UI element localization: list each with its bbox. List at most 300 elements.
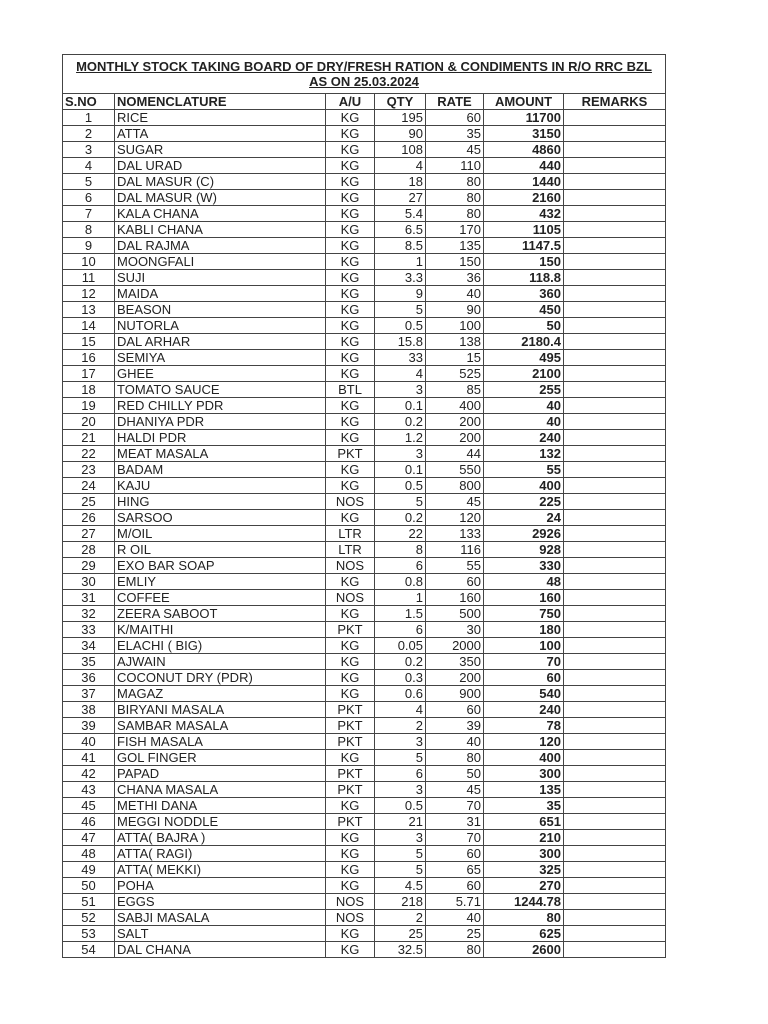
cell-amount: 651 bbox=[484, 814, 564, 830]
cell-amount: 450 bbox=[484, 302, 564, 318]
cell-remarks bbox=[564, 190, 666, 206]
cell-amount: 100 bbox=[484, 638, 564, 654]
cell-au: PKT bbox=[326, 622, 375, 638]
cell-remarks bbox=[564, 318, 666, 334]
table-row bbox=[63, 478, 666, 494]
cell-sno: 33 bbox=[63, 622, 115, 638]
cell-amount: 210 bbox=[484, 830, 564, 846]
cell-qty: 0.3 bbox=[375, 670, 426, 686]
table-row bbox=[63, 190, 666, 206]
cell-sno: 11 bbox=[63, 270, 115, 286]
cell-qty: 6 bbox=[375, 622, 426, 638]
table-row bbox=[63, 734, 666, 750]
cell-qty: 21 bbox=[375, 814, 426, 830]
cell-nomenclature: MAIDA bbox=[115, 286, 326, 302]
cell-rate: 85 bbox=[426, 382, 484, 398]
cell-au: NOS bbox=[326, 910, 375, 926]
cell-amount: 135 bbox=[484, 782, 564, 798]
table-row bbox=[63, 702, 666, 718]
cell-remarks bbox=[564, 910, 666, 926]
cell-nomenclature: ATTA( BAJRA ) bbox=[115, 830, 326, 846]
cell-sno: 34 bbox=[63, 638, 115, 654]
cell-sno: 53 bbox=[63, 926, 115, 942]
cell-qty: 5.4 bbox=[375, 206, 426, 222]
cell-nomenclature: SEMIYA bbox=[115, 350, 326, 366]
cell-qty: 8.5 bbox=[375, 238, 426, 254]
cell-rate: 80 bbox=[426, 206, 484, 222]
cell-nomenclature: ATTA( MEKKI) bbox=[115, 862, 326, 878]
cell-sno: 13 bbox=[63, 302, 115, 318]
table-row bbox=[63, 238, 666, 254]
cell-remarks bbox=[564, 542, 666, 558]
cell-amount: 35 bbox=[484, 798, 564, 814]
cell-amount: 11700 bbox=[484, 110, 564, 126]
cell-remarks bbox=[564, 926, 666, 942]
table-row bbox=[63, 270, 666, 286]
cell-au: KG bbox=[326, 206, 375, 222]
cell-qty: 1 bbox=[375, 590, 426, 606]
cell-amount: 4860 bbox=[484, 142, 564, 158]
cell-sno: 30 bbox=[63, 574, 115, 590]
table-row bbox=[63, 462, 666, 478]
cell-sno: 51 bbox=[63, 894, 115, 910]
cell-remarks bbox=[564, 574, 666, 590]
cell-nomenclature: RICE bbox=[115, 110, 326, 126]
cell-remarks bbox=[564, 286, 666, 302]
table-row bbox=[63, 814, 666, 830]
cell-qty: 218 bbox=[375, 894, 426, 910]
cell-rate: 39 bbox=[426, 718, 484, 734]
cell-nomenclature: SABJI MASALA bbox=[115, 910, 326, 926]
cell-rate: 80 bbox=[426, 942, 484, 958]
cell-nomenclature: DAL MASUR (W) bbox=[115, 190, 326, 206]
cell-remarks bbox=[564, 430, 666, 446]
cell-qty: 90 bbox=[375, 126, 426, 142]
cell-rate: 500 bbox=[426, 606, 484, 622]
cell-nomenclature: MEGGI NODDLE bbox=[115, 814, 326, 830]
cell-rate: 70 bbox=[426, 798, 484, 814]
cell-rate: 116 bbox=[426, 542, 484, 558]
table-row bbox=[63, 222, 666, 238]
cell-nomenclature: EGGS bbox=[115, 894, 326, 910]
cell-sno: 17 bbox=[63, 366, 115, 382]
cell-sno: 47 bbox=[63, 830, 115, 846]
cell-qty: 0.2 bbox=[375, 414, 426, 430]
table-row bbox=[63, 318, 666, 334]
cell-sno: 22 bbox=[63, 446, 115, 462]
cell-rate: 525 bbox=[426, 366, 484, 382]
cell-sno: 52 bbox=[63, 910, 115, 926]
cell-sno: 35 bbox=[63, 654, 115, 670]
cell-remarks bbox=[564, 398, 666, 414]
cell-rate: 133 bbox=[426, 526, 484, 542]
cell-remarks bbox=[564, 526, 666, 542]
cell-remarks bbox=[564, 382, 666, 398]
cell-sno: 42 bbox=[63, 766, 115, 782]
cell-sno: 1 bbox=[63, 110, 115, 126]
cell-sno: 21 bbox=[63, 430, 115, 446]
cell-amount: 2180.4 bbox=[484, 334, 564, 350]
cell-qty: 195 bbox=[375, 110, 426, 126]
cell-au: KG bbox=[326, 942, 375, 958]
cell-amount: 40 bbox=[484, 398, 564, 414]
cell-rate: 80 bbox=[426, 174, 484, 190]
cell-amount: 40 bbox=[484, 414, 564, 430]
cell-amount: 118.8 bbox=[484, 270, 564, 286]
table-row bbox=[63, 798, 666, 814]
table-row bbox=[63, 174, 666, 190]
cell-sno: 40 bbox=[63, 734, 115, 750]
cell-sno: 37 bbox=[63, 686, 115, 702]
cell-remarks bbox=[564, 270, 666, 286]
cell-remarks bbox=[564, 766, 666, 782]
cell-amount: 50 bbox=[484, 318, 564, 334]
cell-au: KG bbox=[326, 398, 375, 414]
cell-remarks bbox=[564, 782, 666, 798]
cell-au: KG bbox=[326, 670, 375, 686]
cell-sno: 31 bbox=[63, 590, 115, 606]
cell-nomenclature: ATTA bbox=[115, 126, 326, 142]
table-row bbox=[63, 542, 666, 558]
cell-nomenclature: GHEE bbox=[115, 366, 326, 382]
cell-au: KG bbox=[326, 318, 375, 334]
cell-au: PKT bbox=[326, 766, 375, 782]
cell-remarks bbox=[564, 606, 666, 622]
table-row bbox=[63, 670, 666, 686]
cell-sno: 28 bbox=[63, 542, 115, 558]
cell-au: KG bbox=[326, 366, 375, 382]
cell-au: PKT bbox=[326, 814, 375, 830]
cell-sno: 4 bbox=[63, 158, 115, 174]
cell-amount: 270 bbox=[484, 878, 564, 894]
cell-qty: 0.2 bbox=[375, 510, 426, 526]
cell-qty: 15.8 bbox=[375, 334, 426, 350]
cell-qty: 3 bbox=[375, 830, 426, 846]
cell-rate: 65 bbox=[426, 862, 484, 878]
cell-rate: 45 bbox=[426, 782, 484, 798]
cell-amount: 60 bbox=[484, 670, 564, 686]
cell-amount: 24 bbox=[484, 510, 564, 526]
cell-au: NOS bbox=[326, 558, 375, 574]
cell-qty: 4.5 bbox=[375, 878, 426, 894]
cell-qty: 0.05 bbox=[375, 638, 426, 654]
header-nomenclature: NOMENCLATURE bbox=[115, 94, 326, 110]
table-row bbox=[63, 622, 666, 638]
cell-rate: 55 bbox=[426, 558, 484, 574]
cell-amount: 80 bbox=[484, 910, 564, 926]
table-row bbox=[63, 718, 666, 734]
cell-nomenclature: R OIL bbox=[115, 542, 326, 558]
cell-rate: 40 bbox=[426, 286, 484, 302]
cell-au: PKT bbox=[326, 702, 375, 718]
table-row bbox=[63, 782, 666, 798]
cell-remarks bbox=[564, 494, 666, 510]
cell-nomenclature: ZEERA SABOOT bbox=[115, 606, 326, 622]
cell-sno: 49 bbox=[63, 862, 115, 878]
cell-rate: 60 bbox=[426, 846, 484, 862]
cell-nomenclature: TOMATO SAUCE bbox=[115, 382, 326, 398]
cell-au: KG bbox=[326, 846, 375, 862]
cell-remarks bbox=[564, 222, 666, 238]
cell-amount: 300 bbox=[484, 846, 564, 862]
sheet-title-cell bbox=[63, 55, 666, 94]
cell-rate: 80 bbox=[426, 750, 484, 766]
cell-au: KG bbox=[326, 286, 375, 302]
cell-rate: 200 bbox=[426, 670, 484, 686]
cell-qty: 4 bbox=[375, 158, 426, 174]
cell-amount: 400 bbox=[484, 750, 564, 766]
cell-qty: 6 bbox=[375, 766, 426, 782]
cell-remarks bbox=[564, 622, 666, 638]
table-row bbox=[63, 158, 666, 174]
table-row bbox=[63, 302, 666, 318]
cell-sno: 9 bbox=[63, 238, 115, 254]
cell-nomenclature: EXO BAR SOAP bbox=[115, 558, 326, 574]
table-row bbox=[63, 510, 666, 526]
cell-au: KG bbox=[326, 238, 375, 254]
cell-nomenclature: SARSOO bbox=[115, 510, 326, 526]
cell-sno: 26 bbox=[63, 510, 115, 526]
cell-nomenclature: BEASON bbox=[115, 302, 326, 318]
cell-remarks bbox=[564, 206, 666, 222]
cell-amount: 48 bbox=[484, 574, 564, 590]
cell-nomenclature: FISH MASALA bbox=[115, 734, 326, 750]
cell-qty: 9 bbox=[375, 286, 426, 302]
cell-au: KG bbox=[326, 606, 375, 622]
cell-sno: 6 bbox=[63, 190, 115, 206]
cell-au: KG bbox=[326, 142, 375, 158]
cell-remarks bbox=[564, 734, 666, 750]
cell-au: PKT bbox=[326, 718, 375, 734]
cell-rate: 138 bbox=[426, 334, 484, 350]
table-row bbox=[63, 334, 666, 350]
cell-qty: 5 bbox=[375, 302, 426, 318]
cell-nomenclature: DAL URAD bbox=[115, 158, 326, 174]
cell-au: KG bbox=[326, 462, 375, 478]
cell-rate: 200 bbox=[426, 414, 484, 430]
cell-nomenclature: NUTORLA bbox=[115, 318, 326, 334]
cell-remarks bbox=[564, 686, 666, 702]
cell-qty: 22 bbox=[375, 526, 426, 542]
table-row bbox=[63, 446, 666, 462]
cell-au: KG bbox=[326, 190, 375, 206]
cell-remarks bbox=[564, 590, 666, 606]
cell-qty: 1.5 bbox=[375, 606, 426, 622]
cell-rate: 60 bbox=[426, 110, 484, 126]
table-row bbox=[63, 126, 666, 142]
cell-remarks bbox=[564, 446, 666, 462]
cell-rate: 800 bbox=[426, 478, 484, 494]
cell-nomenclature: MAGAZ bbox=[115, 686, 326, 702]
cell-rate: 44 bbox=[426, 446, 484, 462]
cell-amount: 2926 bbox=[484, 526, 564, 542]
cell-amount: 225 bbox=[484, 494, 564, 510]
cell-qty: 6 bbox=[375, 558, 426, 574]
cell-nomenclature: CHANA MASALA bbox=[115, 782, 326, 798]
stock-table bbox=[62, 54, 666, 958]
cell-remarks bbox=[564, 334, 666, 350]
cell-qty: 0.5 bbox=[375, 478, 426, 494]
cell-remarks bbox=[564, 110, 666, 126]
cell-au: KG bbox=[326, 798, 375, 814]
table-row bbox=[63, 830, 666, 846]
cell-nomenclature: DAL MASUR (C) bbox=[115, 174, 326, 190]
cell-qty: 5 bbox=[375, 846, 426, 862]
cell-qty: 5 bbox=[375, 750, 426, 766]
table-row bbox=[63, 878, 666, 894]
table-row bbox=[63, 638, 666, 654]
cell-au: KG bbox=[326, 686, 375, 702]
cell-au: PKT bbox=[326, 734, 375, 750]
cell-sno: 29 bbox=[63, 558, 115, 574]
cell-nomenclature: POHA bbox=[115, 878, 326, 894]
cell-nomenclature: METHI DANA bbox=[115, 798, 326, 814]
cell-qty: 0.1 bbox=[375, 462, 426, 478]
cell-remarks bbox=[564, 638, 666, 654]
cell-amount: 1244.78 bbox=[484, 894, 564, 910]
cell-amount: 2100 bbox=[484, 366, 564, 382]
table-row bbox=[63, 606, 666, 622]
cell-amount: 180 bbox=[484, 622, 564, 638]
cell-nomenclature: SALT bbox=[115, 926, 326, 942]
cell-remarks bbox=[564, 158, 666, 174]
cell-au: KG bbox=[326, 654, 375, 670]
cell-amount: 440 bbox=[484, 158, 564, 174]
cell-qty: 27 bbox=[375, 190, 426, 206]
cell-au: LTR bbox=[326, 542, 375, 558]
cell-amount: 160 bbox=[484, 590, 564, 606]
cell-qty: 3 bbox=[375, 734, 426, 750]
cell-amount: 2160 bbox=[484, 190, 564, 206]
cell-qty: 3.3 bbox=[375, 270, 426, 286]
cell-qty: 3 bbox=[375, 446, 426, 462]
cell-sno: 16 bbox=[63, 350, 115, 366]
header-remarks: REMARKS bbox=[564, 94, 666, 110]
cell-remarks bbox=[564, 878, 666, 894]
cell-sno: 54 bbox=[63, 942, 115, 958]
cell-amount: 255 bbox=[484, 382, 564, 398]
cell-au: KG bbox=[326, 174, 375, 190]
cell-sno: 45 bbox=[63, 798, 115, 814]
cell-amount: 300 bbox=[484, 766, 564, 782]
title-row bbox=[63, 55, 666, 94]
cell-remarks bbox=[564, 862, 666, 878]
table-row bbox=[63, 654, 666, 670]
cell-amount: 540 bbox=[484, 686, 564, 702]
cell-nomenclature: SAMBAR MASALA bbox=[115, 718, 326, 734]
cell-rate: 200 bbox=[426, 430, 484, 446]
cell-qty: 0.5 bbox=[375, 798, 426, 814]
cell-sno: 5 bbox=[63, 174, 115, 190]
cell-rate: 60 bbox=[426, 878, 484, 894]
table-row bbox=[63, 366, 666, 382]
cell-qty: 0.1 bbox=[375, 398, 426, 414]
cell-sno: 15 bbox=[63, 334, 115, 350]
cell-nomenclature: RED CHILLY PDR bbox=[115, 398, 326, 414]
cell-remarks bbox=[564, 718, 666, 734]
cell-qty: 5 bbox=[375, 862, 426, 878]
cell-nomenclature: DAL ARHAR bbox=[115, 334, 326, 350]
cell-rate: 40 bbox=[426, 910, 484, 926]
cell-qty: 33 bbox=[375, 350, 426, 366]
cell-qty: 18 bbox=[375, 174, 426, 190]
cell-remarks bbox=[564, 702, 666, 718]
cell-sno: 46 bbox=[63, 814, 115, 830]
cell-nomenclature: MOONGFALI bbox=[115, 254, 326, 270]
cell-nomenclature: HALDI PDR bbox=[115, 430, 326, 446]
cell-remarks bbox=[564, 558, 666, 574]
cell-qty: 0.2 bbox=[375, 654, 426, 670]
cell-qty: 5 bbox=[375, 494, 426, 510]
cell-au: KG bbox=[326, 158, 375, 174]
cell-qty: 3 bbox=[375, 382, 426, 398]
cell-rate: 31 bbox=[426, 814, 484, 830]
cell-nomenclature: SUGAR bbox=[115, 142, 326, 158]
cell-amount: 928 bbox=[484, 542, 564, 558]
cell-remarks bbox=[564, 846, 666, 862]
cell-sno: 18 bbox=[63, 382, 115, 398]
header-qty: QTY bbox=[375, 94, 426, 110]
cell-au: KG bbox=[326, 430, 375, 446]
cell-rate: 70 bbox=[426, 830, 484, 846]
cell-amount: 3150 bbox=[484, 126, 564, 142]
cell-remarks bbox=[564, 142, 666, 158]
cell-remarks bbox=[564, 830, 666, 846]
cell-amount: 400 bbox=[484, 478, 564, 494]
cell-qty: 4 bbox=[375, 366, 426, 382]
cell-rate: 350 bbox=[426, 654, 484, 670]
table-row bbox=[63, 350, 666, 366]
cell-remarks bbox=[564, 350, 666, 366]
table-row bbox=[63, 398, 666, 414]
cell-au: KG bbox=[326, 638, 375, 654]
cell-sno: 23 bbox=[63, 462, 115, 478]
table-row bbox=[63, 894, 666, 910]
sheet-title: MONTHLY STOCK TAKING BOARD OF DRY/FRESH RATION & CONDIMENTS IN R/O RRC BZL AS ON 25.03.2024 bbox=[76, 59, 652, 89]
cell-au: NOS bbox=[326, 590, 375, 606]
cell-au: KG bbox=[326, 126, 375, 142]
cell-qty: 6.5 bbox=[375, 222, 426, 238]
cell-remarks bbox=[564, 654, 666, 670]
table-row bbox=[63, 910, 666, 926]
cell-rate: 15 bbox=[426, 350, 484, 366]
cell-au: KG bbox=[326, 510, 375, 526]
cell-remarks bbox=[564, 126, 666, 142]
table-row bbox=[63, 382, 666, 398]
header-sno: S.NO bbox=[63, 94, 115, 110]
cell-rate: 2000 bbox=[426, 638, 484, 654]
cell-nomenclature: ELACHI ( BIG) bbox=[115, 638, 326, 654]
header-row bbox=[63, 94, 666, 110]
cell-sno: 27 bbox=[63, 526, 115, 542]
cell-nomenclature: DAL RAJMA bbox=[115, 238, 326, 254]
table-row bbox=[63, 142, 666, 158]
cell-remarks bbox=[564, 302, 666, 318]
cell-qty: 0.5 bbox=[375, 318, 426, 334]
cell-nomenclature: PAPAD bbox=[115, 766, 326, 782]
cell-sno: 25 bbox=[63, 494, 115, 510]
cell-au: KG bbox=[326, 878, 375, 894]
cell-au: LTR bbox=[326, 526, 375, 542]
cell-rate: 100 bbox=[426, 318, 484, 334]
cell-rate: 135 bbox=[426, 238, 484, 254]
cell-sno: 48 bbox=[63, 846, 115, 862]
table-row bbox=[63, 590, 666, 606]
cell-amount: 240 bbox=[484, 702, 564, 718]
cell-remarks bbox=[564, 894, 666, 910]
cell-amount: 150 bbox=[484, 254, 564, 270]
cell-nomenclature: KAJU bbox=[115, 478, 326, 494]
